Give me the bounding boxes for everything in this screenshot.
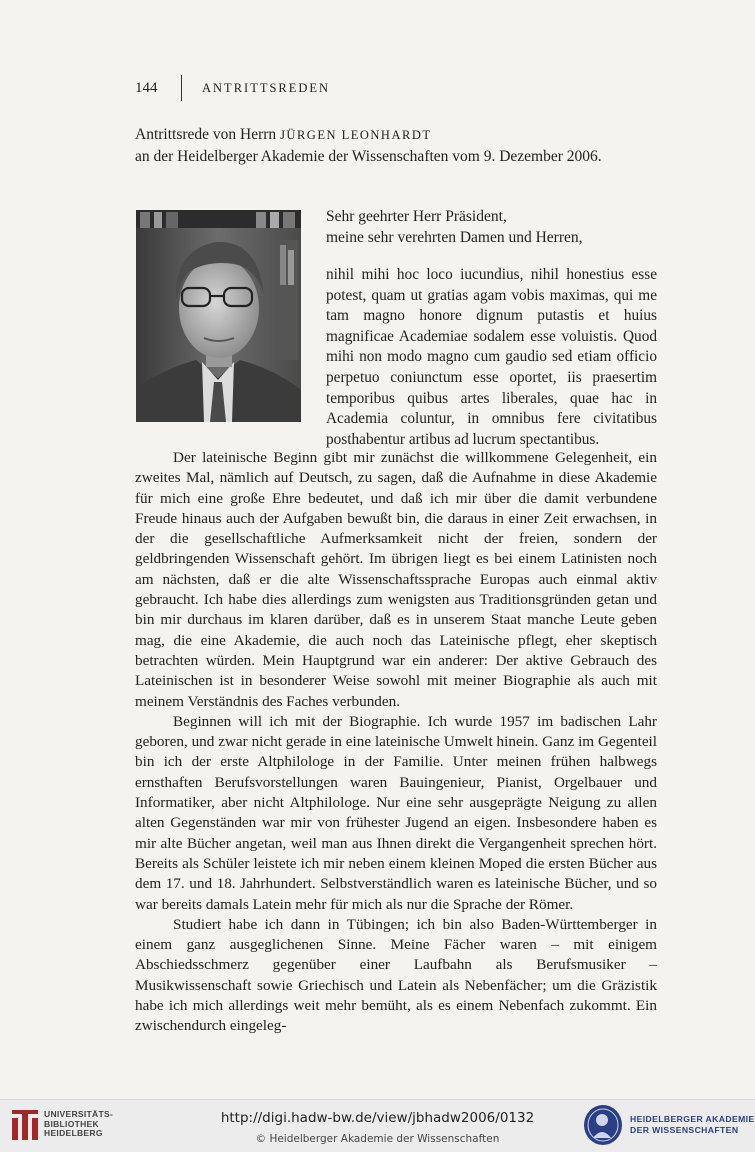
academy-line: DER WISSENSCHAFTEN (630, 1125, 739, 1135)
running-title: ANTRITTSREDEN (202, 80, 331, 95)
speech-heading (135, 124, 655, 167)
viewer-footer (0, 1099, 755, 1152)
page-number: 144 (135, 79, 158, 96)
academy-line: HEIDELBERGER AKADEMIE (630, 1114, 755, 1124)
paragraph: Studiert habe ich dann in Tübingen; ich bin also Baden-Württemberger in einem ganz ausgeglichenen Sinne. Meine Fächer waren – mit einigem Abschiedsschmerz gegenüber einer Laufbahn als Berufsmusiker – Musikwissenschaft sowie Griechisch und Latein als Nebenfächer; um die Gräzistik habe ich mich allerdings weit mehr bemüht, als es einem Nebenfach zukommt. Ein zwischendurch eingeleg- (135, 915, 657, 1035)
heading-line-2: an der Heidelberger Akademie der Wissenschaften vom 9. Dezember 2006. (135, 148, 602, 165)
latin-paragraph (326, 265, 657, 450)
heading-prefix: Antrittsrede von Herrn (135, 126, 281, 143)
body-text (135, 448, 657, 1037)
copyright-notice: © Heidelberger Akademie der Wissenschaften (255, 1133, 500, 1145)
salutation-line: meine sehr verehrten Damen und Herren, (326, 229, 583, 247)
academy-name (630, 1114, 755, 1136)
library-line: UNIVERSITÄTS- (44, 1109, 114, 1119)
academy-seal-icon (583, 1104, 623, 1146)
speaker-name: JÜRGEN LEONHARDT (280, 128, 432, 142)
library-line: HEIDELBERG (44, 1128, 103, 1138)
salutation-line: Sehr geehrter Herr Präsident, (326, 208, 507, 225)
salutation (326, 206, 656, 248)
portrait-photo (136, 210, 301, 422)
heading-line-1 (135, 124, 655, 146)
paragraph: Der lateinische Beginn gibt mir zunächst die willkommene Gelegenheit, ein zweites Mal, nämlich auf Deutsch, zu sagen, daß die Aufnahme in diese Akademie für mich eine große Ehre bedeutet, und daß ich mir über die damit verbundene Freude hinaus auch der Aufgaben bewußt bin, die daraus in einer Zeit erwachsen, in der die gesellschaftliche Aufmerksamkeit nicht der freien, sondern der geldbringenden Wissenschaft gehört. Im übrigen liegt es bei einem Latinisten noch am nächsten, daß er die alte Wissenschaftssprache Europas auch einmal aktiv gebraucht. Ich habe dies allerdings zum wenigsten aus Traditionsgründen getan und bin mir durchaus im klaren darüber, daß es in unserem Staat manche Leute geben mag, die eine Akademie, die auch noch das Lateinische pflegt, eher skeptisch betrachten würden. Mein Hauptgrund war ein anderer: Der aktive Gebrauch des Lateinischen ist in besonderer Weise sowohl mit meiner Biographie als auch mit meinem Verständnis des Faches verbunden. (135, 449, 657, 710)
paragraph: Beginnen will ich mit der Biographie. Ich wurde 1957 im badischen Lahr geboren, und zwar nicht gerade in eine lateinische Umwelt hinein. Ganz im Gegenteil bin ich der erste Altphilologe in der Familie. Unter meinen frühen halbwegs ernsthaften Berufsvorstellungen waren Bauingenieur, Pianist, Orgelbauer und Informatiker, aber nicht Altphilologe. Nur eine sehr ausgeprägte Neigung zu allen alten Gegenständen war mir von frühester Jugend an eigen. Insbesondere haben es mir alte Bücher angetan, weil man aus Ihnen direkt die Vergangenheit sprechen hört. Bereits als Schüler leistete ich mir neben einem kleinen Moped die ersten Bücher aus dem 17. und 18. Jahrhundert. Selbstverständlich waren es lateinische Bücher, und so war bereits damals Latein mehr für mich als nur die Sprache der Römer. (135, 712, 657, 913)
library-line: BIBLIOTHEK (44, 1118, 99, 1129)
header-divider (181, 75, 182, 101)
running-head (135, 76, 330, 100)
latin-text: nihil mihi hoc loco iucundius, nihil honestius esse potest, quam ut gratias agam vobis maximas, qui me tam magno honore dignum putastis et huius magnificae Academiae sodalem esse voluistis. Quod mihi non modo magno cum gaudio sed etiam officio perpetuo coniunctum esse oportet, iis praesertim temporibus quibus artes liberales, quae hac in Academia coluntur, in omnibus fere civitatibus posthabentur artibus ad lucrum spectantibus. (326, 266, 657, 448)
permalink-url[interactable]: http://digi.hadw-bw.de/view/jbhadw2006/0132 (220, 1110, 535, 1126)
